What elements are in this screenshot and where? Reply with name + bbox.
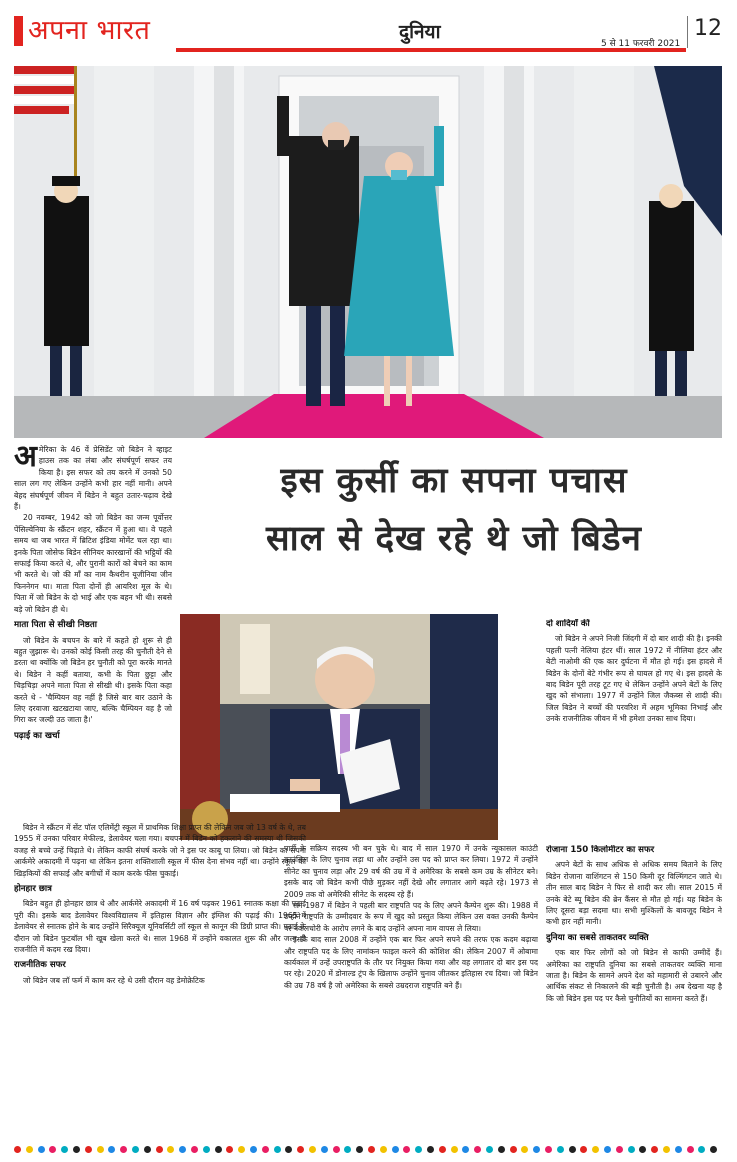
masthead-red-bar	[14, 16, 23, 46]
headline-line-1: इस कुर्सी का सपना पचास	[280, 461, 628, 501]
registration-dot	[557, 1146, 564, 1153]
registration-dot	[120, 1146, 127, 1153]
registration-dot	[61, 1146, 68, 1153]
biden-signing-photo	[180, 614, 498, 840]
biden-signing-illustration	[180, 614, 498, 840]
registration-dot	[392, 1146, 399, 1153]
registration-dot	[108, 1146, 115, 1153]
masthead-divider	[687, 16, 688, 48]
inauguration-photo	[14, 66, 722, 438]
subheading-powerful-person: दुनिया का सबसे ताकतवर व्यक्ति	[546, 932, 649, 943]
registration-dot	[262, 1146, 269, 1153]
subheading-parents: माता पिता से सीखी निष्ठता	[14, 620, 97, 631]
registration-dot	[710, 1146, 717, 1153]
politics-intro-paragraph: जो बिडेन जब लॉ फर्म में काम कर रहे थे उसी दौरान वह डेमोक्रेटिक	[23, 975, 205, 985]
student-paragraph: बिडेन बहुत ही होनहार छात्र थे और आर्कमेरे अकादमी में 16 वर्ष पढ़कर 1961 स्नातक कक्षा की पढ़ाई पूरी की। इसके बाद डेलावेयर विश्वविद्यालय में इतिहास विज्ञान और इंग्लिश की पढ़ाई की। 1965 में डेलावेयर से स्नातक होने के बाद उन्होंने सिरैक्यूज यूनिवर्सिटी लॉ स्कूल से कानून की डिग्री प्राप्त की। पढ़ाई के दौरान जो बिडेन फुटबॉल भी खूब खेला करते थे। साल 1968 में उन्होंने वकालत शुरू की और जल्द ही राजनीति में कदम रख दिया।	[14, 899, 306, 955]
registration-dot	[38, 1146, 45, 1153]
right-bottom-column	[546, 845, 722, 1145]
registration-dot	[474, 1146, 481, 1153]
registration-dot	[179, 1146, 186, 1153]
registration-dot	[238, 1146, 245, 1153]
registration-dot	[628, 1146, 635, 1153]
registration-dot	[203, 1146, 210, 1153]
registration-dots	[14, 1146, 722, 1156]
powerful-person-paragraph: एक बार फिर लोगों को जो बिडेन से काफी उम्मीदें हैं। अमेरिका का राष्ट्रपति दुनिया का सबसे ताकतवर व्यक्ति माना जाता है। बिडेन के सामने अपने देश को महामारी से उबारने और आर्थिक संकट से निकालने की बड़ी चुनौती है। अब देखना यह है कि जो बिडेन इस पद पर कैसे चुनौतियों का सामना करते हैं।	[546, 948, 722, 1003]
registration-dot	[651, 1146, 658, 1153]
subheading-daily-commute: रोजाना 150 किलोमीटर का सफर	[546, 845, 655, 855]
registration-dot	[49, 1146, 56, 1153]
subheading-education-cost: पढ़ाई का खर्चा	[14, 730, 60, 741]
registration-dot	[321, 1146, 328, 1153]
newspaper-brand: अपना भारत	[28, 15, 151, 46]
intro-paragraph: मेरिका के 46 वें प्रेसिडेंट जो बिडेन ने व्हाइट हाउस तक का लंबा और संघर्षपूर्ण सफर तय किया है। इस सफर को तय करने में उनको 50 साल लग गए लेकिन उन्होंने कभी हार नहीं मानी। अपने बेहद संघर्षपूर्ण जीवन में बिडेन ने बहुत उतार-चढ़ाव देखे हैं।	[14, 445, 172, 512]
registration-dot	[156, 1146, 163, 1153]
registration-dot	[663, 1146, 670, 1153]
headline-line-2: साल से देख रहे थे जो बिडेन	[266, 519, 642, 559]
registration-dot	[344, 1146, 351, 1153]
inauguration-illustration	[14, 66, 722, 438]
senate-paragraph: पार्टी के सक्रिय सदस्य भी बन चुके थे। बाद में साल 1970 में उनके न्यूकासल काउंटी काउंसिल के लिए चुनाव लड़ा था और उन्होंने उस पद को प्राप्त कर लिया। 1972 में उन्होंने सीनेट का चुनाव लड़ा और 29 वर्ष की उम्र में वे अमेरिका के सबसे कम उम्र के सीनेटर बने। इसके बाद जो बिडेन कभी पीछे मुड़कर नहीं देखे और लगातार आगे बढ़ते रहे। 1973 से 2009 तक वो अमेरिकी सीनेट के सदस्य रहे हैं।	[284, 844, 538, 899]
page-number: 12	[694, 16, 722, 41]
registration-dot	[191, 1146, 198, 1153]
registration-dot	[510, 1146, 517, 1153]
registration-dot	[427, 1146, 434, 1153]
drop-cap: अ	[14, 444, 37, 474]
registration-dot	[167, 1146, 174, 1153]
registration-dot	[85, 1146, 92, 1153]
main-headline	[186, 452, 722, 568]
registration-dot	[545, 1146, 552, 1153]
registration-dot	[580, 1146, 587, 1153]
registration-dot	[439, 1146, 446, 1153]
registration-dot	[26, 1146, 33, 1153]
subheading-bright-student: होनहार छात्र	[14, 884, 52, 895]
campaign-2008-paragraph: इसके बाद साल 2008 में उन्होंने एक बार फिर अपने सपने की तरफ एक कदम बढ़ाया और राष्ट्रपति पद के लिए नामांकन फाइल करने की कोशिश की। लेकिन 2007 में ओबामा कार्यकाल में उन्हें उपराष्ट्रपति के तौर पर नियुक्त किया गया और वह लगातार दो बार इस पद पर रहे। 2020 में डोनाल्ड ट्रंप के खिलाफ उन्होंने चुनाव जीतकर इतिहास रच दिया। जो बिडेन की उम्र 78 वर्ष है जो अमेरिका के सबसे उम्रदराज राष्ट्रपति बने हैं।	[284, 935, 538, 990]
issue-date: 5 से 11 फरवरी 2021	[601, 39, 681, 49]
registration-dot	[486, 1146, 493, 1153]
middle-bottom-column	[284, 843, 538, 1143]
registration-dot	[675, 1146, 682, 1153]
registration-dot	[73, 1146, 80, 1153]
masthead	[14, 14, 726, 54]
registration-dot	[333, 1146, 340, 1153]
birth-paragraph: 20 नवम्बर, 1942 को जो बिडेन का जन्म पूर्वोत्तर पेंसिल्वेनिया के स्क्रैंटन शहर, स्क्रैंटन में हुआ था। वे पहले समय था जब भारत में ब्रिटिश इंडिया मोमेंट चल रहा था। इनके पिता जोसेफ बिडेन सीनियर कारखानों की भट्ठियों की सफाई किया करते थे, और पुरानी कारों को बेचने का काम भी करते थे। जो की माँ का नाम कैथरीन यूजीनिया जीन फिननेगन था। माता पिता दोनों ही आयरिश मूल के थे। पिता में जो बिडेन के दो भाई और एक बहन भी थी। सबसे बड़े जो बिडेन ही थे।	[14, 513, 172, 614]
registration-dot	[144, 1146, 151, 1153]
section-title: दुनिया	[399, 21, 441, 43]
registration-dot	[97, 1146, 104, 1153]
registration-dot	[368, 1146, 375, 1153]
registration-dot	[569, 1146, 576, 1153]
subheading-political-journey: राजनीतिक सफर	[14, 960, 66, 971]
schooling-paragraph: बिडेन ने स्क्रैंटन में सेंट पॉल एलिमेंट्री स्कूल में प्राथमिक शिक्षा प्राप्त की लेकिन जब जो 13 वर्ष के थे, तब 1955 में उनका परिवार मेफील्ड, डेलावेयर चला गया। बचपन में बिडेन को हकलाने की समस्या थी जिसकी वजह से बच्चे उन्हें चिढ़ाते थे। लेकिन काफी संघर्ष करके जो ने इस पर काबू पा लिया। जो बिडेन का सपना आर्कमेरे अकादमी में पढ़ना था लेकिन इतना शक्तिशाली स्कूल में फीस देना संभव नहीं था। उन्होंने स्कूल की खिड़कियों की सफाई और बगीचों में काम करके फीस चुकाई।	[14, 823, 306, 878]
registration-dot	[498, 1146, 505, 1153]
registration-dot	[403, 1146, 410, 1153]
registration-dot	[356, 1146, 363, 1153]
left-bottom-column	[14, 822, 306, 1142]
registration-dot	[451, 1146, 458, 1153]
registration-dot	[250, 1146, 257, 1153]
registration-dot	[215, 1146, 222, 1153]
registration-dot	[226, 1146, 233, 1153]
registration-dot	[687, 1146, 694, 1153]
parents-paragraph: जो बिडेन के बचपन के बारे में कहते हो शुरू से ही बहुत जुझारू थे। उनको कोई किसी तरह की चुनौती देने से डरता था क्योंकि जो बिडेन हर चुनौती को पूरा करके मानते थे। बिडेन ने कहीं बताया, कभी के पिता छुट्टा और चिड़चिड़ा अपने माता पिता से सीखी थी। इसके पिता कहा करते थे - 'चैम्पियन वह नहीं है जिसे बार बार उठाने के लिए दरवाजा खटखटाया जाए, बल्कि चैम्पियन वह है जो गिरा कर जल्दी उठ जाता है।'	[14, 635, 172, 725]
registration-dot	[521, 1146, 528, 1153]
registration-dot	[132, 1146, 139, 1153]
commute-paragraph: अपने बेटों के साथ अधिक से अधिक समय बिताने के लिए बिडेन रोजाना वाशिंगटन से 150 किमी दूर विल्मिंगटन जाते थे। तीन साल बाद बिडेन ने फिर से शादी कर ली। साल 2015 में उनके बेटे ब्यू बिडेन की ब्रेन कैंसर से मौत हो गई। यह बिडेन के लिए दूसरा बड़ा सदमा था। सभी मुश्किलों के बावजूद बिडेन ने कभी हार नहीं मानी।	[546, 860, 722, 927]
registration-dot	[639, 1146, 646, 1153]
registration-dot	[604, 1146, 611, 1153]
registration-dot	[698, 1146, 705, 1153]
right-column	[546, 619, 722, 841]
subheading-marriages: दो शादियाँ कीं	[546, 619, 590, 629]
registration-dot	[274, 1146, 281, 1153]
registration-dot	[462, 1146, 469, 1153]
registration-dot	[14, 1146, 21, 1153]
registration-dot	[309, 1146, 316, 1153]
registration-dot	[297, 1146, 304, 1153]
registration-dot	[616, 1146, 623, 1153]
registration-dot	[533, 1146, 540, 1153]
campaign-1987-paragraph: सन 1987 में बिडेन ने पहली बार राष्ट्रपति पद के लिए अपने कैम्पेन शुरू की। 1988 में उन्होंने राष्ट्रपति के उम्मीदवार के रूप में खुद को प्रस्तुत किया लेकिन उस वक्त उनकी कैम्पेन पर नकलचोरी के आरोप लगने के बाद उन्होंने अपना नाम वापस ले लिया।	[284, 901, 538, 933]
registration-dot	[592, 1146, 599, 1153]
registration-dot	[380, 1146, 387, 1153]
registration-dot	[415, 1146, 422, 1153]
registration-dot	[285, 1146, 292, 1153]
marriage-paragraph: जो बिडेन ने अपने निजी जिंदगी में दो बार शादी की है। इनकी पहली पत्नी नेलिया हंटर थीं। साल 1972 में नीलिया हंटर और बेटी नाओमी की एक कार दुर्घटना में मौत हो गई। इस हादसे में बिडेन के दोनों बेटे गंभीर रूप से घायल हो गए थे। इस हादसे के बाद बिडेन पूरी तरह टूट गए थे लेकिन उन्होंने अपने बेटों के लिए खुद को संभाला। 1977 में उन्होंने जिल जैकब्स से शादी की। जिल बिडेन ने बच्चों की परवरिश में अहम भूमिका निभाई और उनके राजनीतिक जीवन में भी हमेशा उनका साथ दिया।	[546, 634, 722, 724]
